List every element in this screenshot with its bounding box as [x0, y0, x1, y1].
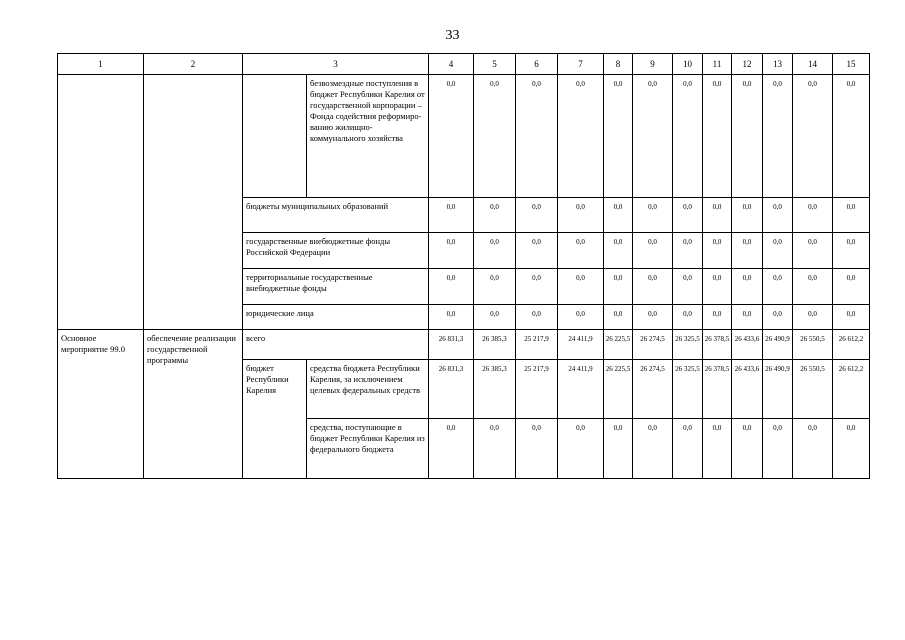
value-cell: 0,0 [474, 419, 516, 479]
value-cell: 0,0 [793, 419, 833, 479]
value-cell: 0,0 [633, 233, 673, 269]
value-cell: 26 433,6 [732, 330, 763, 360]
value-cell: 0,0 [763, 419, 793, 479]
budget-table [57, 53, 870, 479]
value-cell: 0,0 [703, 198, 732, 233]
value-cell: 0,0 [763, 233, 793, 269]
value-cell: 0,0 [633, 269, 673, 305]
value-cell: 26 225,5 [604, 330, 633, 360]
row-label: бюджеты муниципальных образований [243, 198, 429, 233]
value-cell: 0,0 [763, 75, 793, 198]
value-cell: 0,0 [732, 198, 763, 233]
value-cell: 0,0 [516, 305, 558, 330]
value-cell: 26 325,5 [673, 360, 703, 419]
measure-name: Основное мероприятие 99.0 [58, 330, 144, 479]
value-cell: 26 612,2 [833, 360, 870, 419]
value-cell: 0,0 [516, 75, 558, 198]
header-cell: 6 [516, 54, 558, 75]
value-cell: 0,0 [633, 75, 673, 198]
value-cell: 26 831,3 [429, 330, 474, 360]
value-cell: 0,0 [673, 233, 703, 269]
row-label: средства, поступающие в бюджет Республики Карелия из федерального бюджета [307, 419, 429, 479]
value-cell: 0,0 [703, 75, 732, 198]
header-cell: 8 [604, 54, 633, 75]
value-cell: 0,0 [703, 233, 732, 269]
value-cell: 0,0 [516, 269, 558, 305]
value-cell: 0,0 [763, 269, 793, 305]
value-cell: 26 225,5 [604, 360, 633, 419]
row-label: территориальные государственные внебюджетные фонды [243, 269, 429, 305]
value-cell: 25 217,9 [516, 360, 558, 419]
value-cell: 26 612,2 [833, 330, 870, 360]
value-cell: 0,0 [474, 305, 516, 330]
table-row [58, 75, 870, 198]
value-cell: 26 433,6 [732, 360, 763, 419]
value-cell: 0,0 [558, 419, 604, 479]
value-cell: 0,0 [833, 419, 870, 479]
value-cell: 0,0 [833, 233, 870, 269]
value-cell: 0,0 [703, 305, 732, 330]
value-cell: 0,0 [732, 305, 763, 330]
value-cell: 0,0 [604, 269, 633, 305]
value-cell: 0,0 [673, 305, 703, 330]
value-cell: 26 385,3 [474, 360, 516, 419]
empty-cell [58, 75, 144, 330]
value-cell: 0,0 [833, 198, 870, 233]
value-cell: 24 411,9 [558, 330, 604, 360]
header-cell: 1 [58, 54, 144, 75]
value-cell: 26 378,5 [703, 330, 732, 360]
value-cell: 0,0 [516, 419, 558, 479]
header-cell: 5 [474, 54, 516, 75]
header-cell: 3 [243, 54, 429, 75]
value-cell: 0,0 [558, 198, 604, 233]
value-cell: 26 274,5 [633, 330, 673, 360]
value-cell: 0,0 [558, 305, 604, 330]
value-cell: 26 550,5 [793, 360, 833, 419]
value-cell: 0,0 [474, 233, 516, 269]
table-row [58, 330, 870, 360]
value-cell: 0,0 [732, 75, 763, 198]
value-cell: 0,0 [833, 75, 870, 198]
value-cell: 0,0 [429, 198, 474, 233]
measure-description: обеспечение реализации государственной программы [144, 330, 243, 479]
value-cell: 26 325,5 [673, 330, 703, 360]
value-cell: 0,0 [793, 269, 833, 305]
value-cell: 0,0 [633, 419, 673, 479]
row-label: средства бюджета Республики Карелия, за исключением целевых федеральных средств [307, 360, 429, 419]
row-label: государственные внебюджетные фонды Российской Федерации [243, 233, 429, 269]
value-cell: 0,0 [429, 233, 474, 269]
value-cell: 0,0 [793, 233, 833, 269]
value-cell: 0,0 [633, 305, 673, 330]
value-cell: 25 217,9 [516, 330, 558, 360]
value-cell: 0,0 [703, 419, 732, 479]
value-cell: 0,0 [558, 233, 604, 269]
value-cell: 0,0 [474, 198, 516, 233]
value-cell: 0,0 [604, 305, 633, 330]
row-label: безвозмездные поступления в бюджет Республики Карелия от государственной корпорации – Фонда содействия реформиро-ванию жилищно-коммунального хозяйства [307, 75, 429, 198]
value-cell: 26 550,5 [793, 330, 833, 360]
value-cell: 0,0 [474, 75, 516, 198]
value-cell: 0,0 [474, 269, 516, 305]
header-cell: 10 [673, 54, 703, 75]
page-number: 33 [445, 28, 460, 43]
value-cell: 26 378,5 [703, 360, 732, 419]
value-cell: 26 831,3 [429, 360, 474, 419]
empty-cell [243, 75, 307, 198]
value-cell: 0,0 [673, 419, 703, 479]
value-cell: 24 411,9 [558, 360, 604, 419]
value-cell: 0,0 [673, 75, 703, 198]
value-cell: 0,0 [793, 198, 833, 233]
value-cell: 26 490,9 [763, 330, 793, 360]
budget-group-label: бюджет Республики Карелия [243, 360, 307, 479]
value-cell: 0,0 [633, 198, 673, 233]
value-cell: 0,0 [558, 75, 604, 198]
value-cell: 0,0 [673, 269, 703, 305]
value-cell: 0,0 [763, 305, 793, 330]
value-cell: 0,0 [833, 269, 870, 305]
value-cell: 0,0 [429, 269, 474, 305]
header-cell: 2 [144, 54, 243, 75]
value-cell: 0,0 [732, 233, 763, 269]
value-cell: 0,0 [793, 75, 833, 198]
value-cell: 0,0 [516, 233, 558, 269]
value-cell: 0,0 [604, 233, 633, 269]
empty-cell [144, 75, 243, 330]
value-cell: 26 385,3 [474, 330, 516, 360]
value-cell: 0,0 [429, 75, 474, 198]
value-cell: 0,0 [604, 198, 633, 233]
value-cell: 0,0 [429, 305, 474, 330]
header-cell: 14 [793, 54, 833, 75]
value-cell: 0,0 [763, 198, 793, 233]
row-label-total: всего [243, 330, 429, 360]
value-cell: 0,0 [833, 305, 870, 330]
value-cell: 0,0 [732, 419, 763, 479]
row-label: юридические лица [243, 305, 429, 330]
value-cell: 0,0 [604, 75, 633, 198]
value-cell: 0,0 [604, 419, 633, 479]
value-cell: 26 490,9 [763, 360, 793, 419]
value-cell: 0,0 [429, 419, 474, 479]
value-cell: 0,0 [732, 269, 763, 305]
header-cell: 7 [558, 54, 604, 75]
header-cell: 13 [763, 54, 793, 75]
header-cell: 15 [833, 54, 870, 75]
value-cell: 0,0 [516, 198, 558, 233]
header-cell: 11 [703, 54, 732, 75]
value-cell: 0,0 [703, 269, 732, 305]
header-cell: 4 [429, 54, 474, 75]
value-cell: 0,0 [673, 198, 703, 233]
value-cell: 26 274,5 [633, 360, 673, 419]
value-cell: 0,0 [558, 269, 604, 305]
header-cell: 12 [732, 54, 763, 75]
header-row [58, 54, 870, 75]
value-cell: 0,0 [793, 305, 833, 330]
header-cell: 9 [633, 54, 673, 75]
